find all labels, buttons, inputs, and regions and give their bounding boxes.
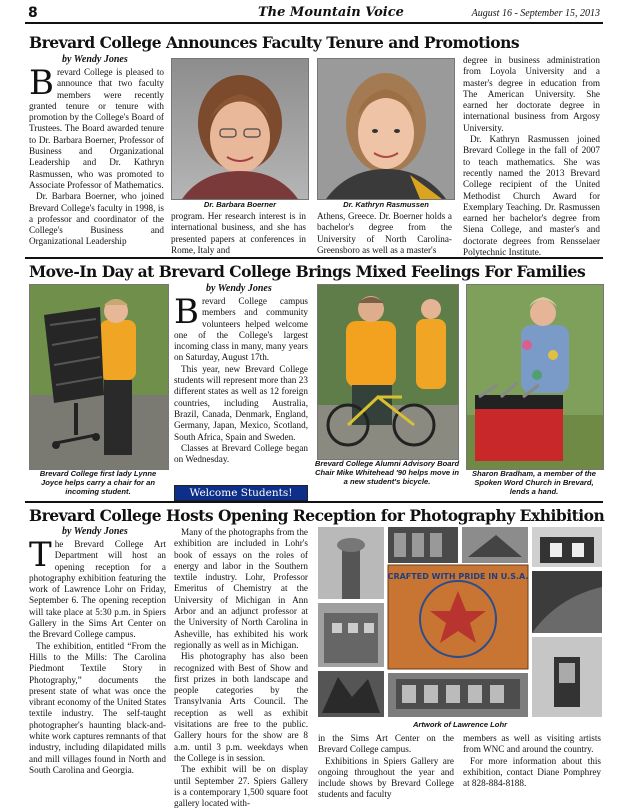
article3-col1-text: he Brevard College Art Department will host an opening reception for a photography exhibition featuring the work of Lawrence Lohr on Friday, September 6. The opening reception will take place at 5:30 p.m. in Spiers Gallery in the Sims Art Center on the Brevard College campus.: [29, 539, 166, 640]
article1-byline: by Wendy Jones: [62, 54, 128, 65]
article3-col3-text2: Exhibitions in Spiers Gallery are ongoing throughout the year and include shows by Brevard College students and faculty: [318, 755, 454, 800]
masthead: The Mountain Voice: [258, 5, 404, 20]
article1-col1-text2: Dr. Barbara Boerner, who joined Brevard College's faculty in 1998, is a professor and coordinator of the College's Business and Organizational Leadership: [29, 191, 164, 247]
photo-mike-whitehead: [317, 284, 459, 460]
article3-column-1: [29, 535, 167, 776]
article3-column-2: [174, 527, 308, 809]
portrait-image: [318, 59, 454, 199]
article1-col1-text: revard College is pleased to announce that two faculty members were recently granted tenure or tenure with promotion by the College's Board of Trustees. The Board awarded tenure to Dr. Barbara Boerner, Professor of Business and Organizational Leadership and Dr. Kathryn Rasmussen, who was promoted to Associate Professor of Mathematics.: [29, 67, 164, 190]
caption-sharon-bradham: Sharon Bradham, a member of the Spoken Word Church in Brevard, lends a hand.: [471, 469, 597, 496]
article2-body: [174, 292, 308, 465]
article3-column-3: [318, 733, 454, 801]
article1-headline: Brevard College Announces Faculty Tenure and Promotions: [29, 33, 520, 52]
article1-column-2: [171, 211, 306, 256]
photo-lynne-joyce: [29, 284, 169, 470]
welcome-students-banner: Welcome Students!: [174, 485, 308, 501]
article1-col3-text: Athens, Greece. Dr. Boerner holds a bachelor's degree from the University of North Carolina-Greensboro as well as a master's: [317, 211, 452, 255]
caption-kathryn-rasmussen: Dr. Kathryn Rasmussen: [343, 200, 429, 209]
page-number: 8: [28, 5, 38, 21]
article2-rule: [25, 501, 603, 503]
article3-column-4: [463, 733, 601, 789]
article1-col4-text2: Dr. Kathryn Rasmussen joined Brevard College in the fall of 2007 to teach mathematics. She was recently named the 2013 Brevard College recipient of the United Methodist Church Award for Exemplary Teaching. Dr. Rasmussen earned her bachelor's degree from Siena College, and master's and doctorate degrees from Rensselaer Polytechnic Institute.: [463, 134, 600, 258]
date-range: August 16 - September 15, 2013: [471, 8, 600, 19]
article2-dropcap: B: [174, 292, 199, 332]
article2-text1: revard College campus members and community volunteers helped welcome one of the College's largest incoming class in many, many years on Saturday, August 17th.: [174, 296, 308, 363]
photo-kathryn-rasmussen: [317, 58, 455, 200]
article2-headline: Move-In Day at Brevard College Brings Mixed Feelings For Families: [29, 262, 586, 281]
caption-barbara-boerner: Dr. Barbara Boerner: [203, 200, 277, 209]
article1-column-3: [317, 211, 452, 256]
article1-rule: [25, 257, 603, 259]
artwork-collage: [318, 527, 602, 717]
caption-lynne-joyce: Brevard College first lady Lynne Joyce helps carry a chair for an incoming student.: [39, 469, 157, 496]
article3-headline: Brevard College Hosts Opening Reception for Photography Exhibition: [29, 506, 605, 525]
caption-mike-whitehead: Brevard College Alumni Advisory Board Chair Mike Whitehead '90 helps move in a new student's bicycle.: [314, 459, 460, 486]
artwork-image: [318, 527, 602, 717]
article3-col4-text: members as well as visiting artists from WNC and around the country.: [463, 733, 601, 755]
artwork-sign-text: CRAFTED WITH PRIDE IN U.S.A.: [387, 572, 529, 581]
article3-col2-text2: His photography has also been recognized with Best of Show and first prizes in both landscape and people categories by the Transylvania Arts Council. The reception as well as exhibit visitations are free to the public. Gallery hours for the show are 8 a.m. until 3 p.m. weekdays when the College is in session.: [174, 651, 308, 763]
movein-photo-1: [30, 285, 168, 469]
article3-col4-text2: For more information about this exhibition, contact Diane Pomphrey at 828-884-8188.: [463, 755, 601, 789]
photo-sharon-bradham: [466, 284, 604, 470]
article1-col2-text: program. Her research interest is in international business, and she has presented papers at conferences in Rome, Italy and: [171, 211, 306, 255]
header-rule: [25, 22, 603, 24]
article1-col4-text: degree in business administration from Loyola University and a master's degree in education from The American University. She earned her doctorate degree in international business from Argosy University.: [463, 55, 600, 133]
article3-col2-text3: The exhibit will be on display until September 27. Spiers Gallery is a contemporary 1,500 square foot gallery located with-: [174, 764, 308, 809]
movein-photo-2: [318, 285, 458, 459]
article2-byline: by Wendy Jones: [206, 283, 272, 294]
article3-byline: by Wendy Jones: [62, 526, 128, 537]
article3-dropcap: T: [29, 535, 52, 575]
caption-artwork: Artwork of Lawrence Lohr: [412, 720, 508, 729]
article1-column-4: [463, 55, 600, 258]
portrait-image: [172, 59, 308, 199]
movein-photo-3: [467, 285, 603, 469]
article3-col1-text2: The exhibition, entitled “From the Hills to the Mills: The Carolina Piedmont Textile Story in Photography,” documents the present state of what was once the vibrant economy of the United States textile industry. The self-taught photographer's haunting black-and-white work captures remnants of that industry, including dilapidated mills and mill villages found in North and South Carolina and Georgia.: [29, 640, 167, 775]
article2-text2: This year, new Brevard College students will represent more than 23 different states as well as 12 foreign countries, including Australia, Brazil, Canada, Denmark, England, Germany, Japan, Mexico, Scotland, South Africa, Spain and Sweden.: [174, 363, 308, 442]
article1-column-1: [29, 63, 164, 248]
article1-dropcap: B: [29, 63, 54, 103]
photo-barbara-boerner: [171, 58, 309, 200]
article3-col3-text: in the Sims Art Center on the Brevard College campus.: [318, 733, 454, 755]
article3-col2-text: Many of the photographs from the exhibition are included in Lohr's book of essays on the roles of energy and labor in the Southern textile industry. Lohr, Professor Emeritus of Chemistry at the University of Michigan in Ann Arbor and an adjunct professor at the University of North Carolina in Asheville, has exhibited his work regionally as well as in Michigan.: [174, 527, 308, 650]
article2-text3: Classes at Brevard College began on Wednesday.: [174, 442, 308, 465]
